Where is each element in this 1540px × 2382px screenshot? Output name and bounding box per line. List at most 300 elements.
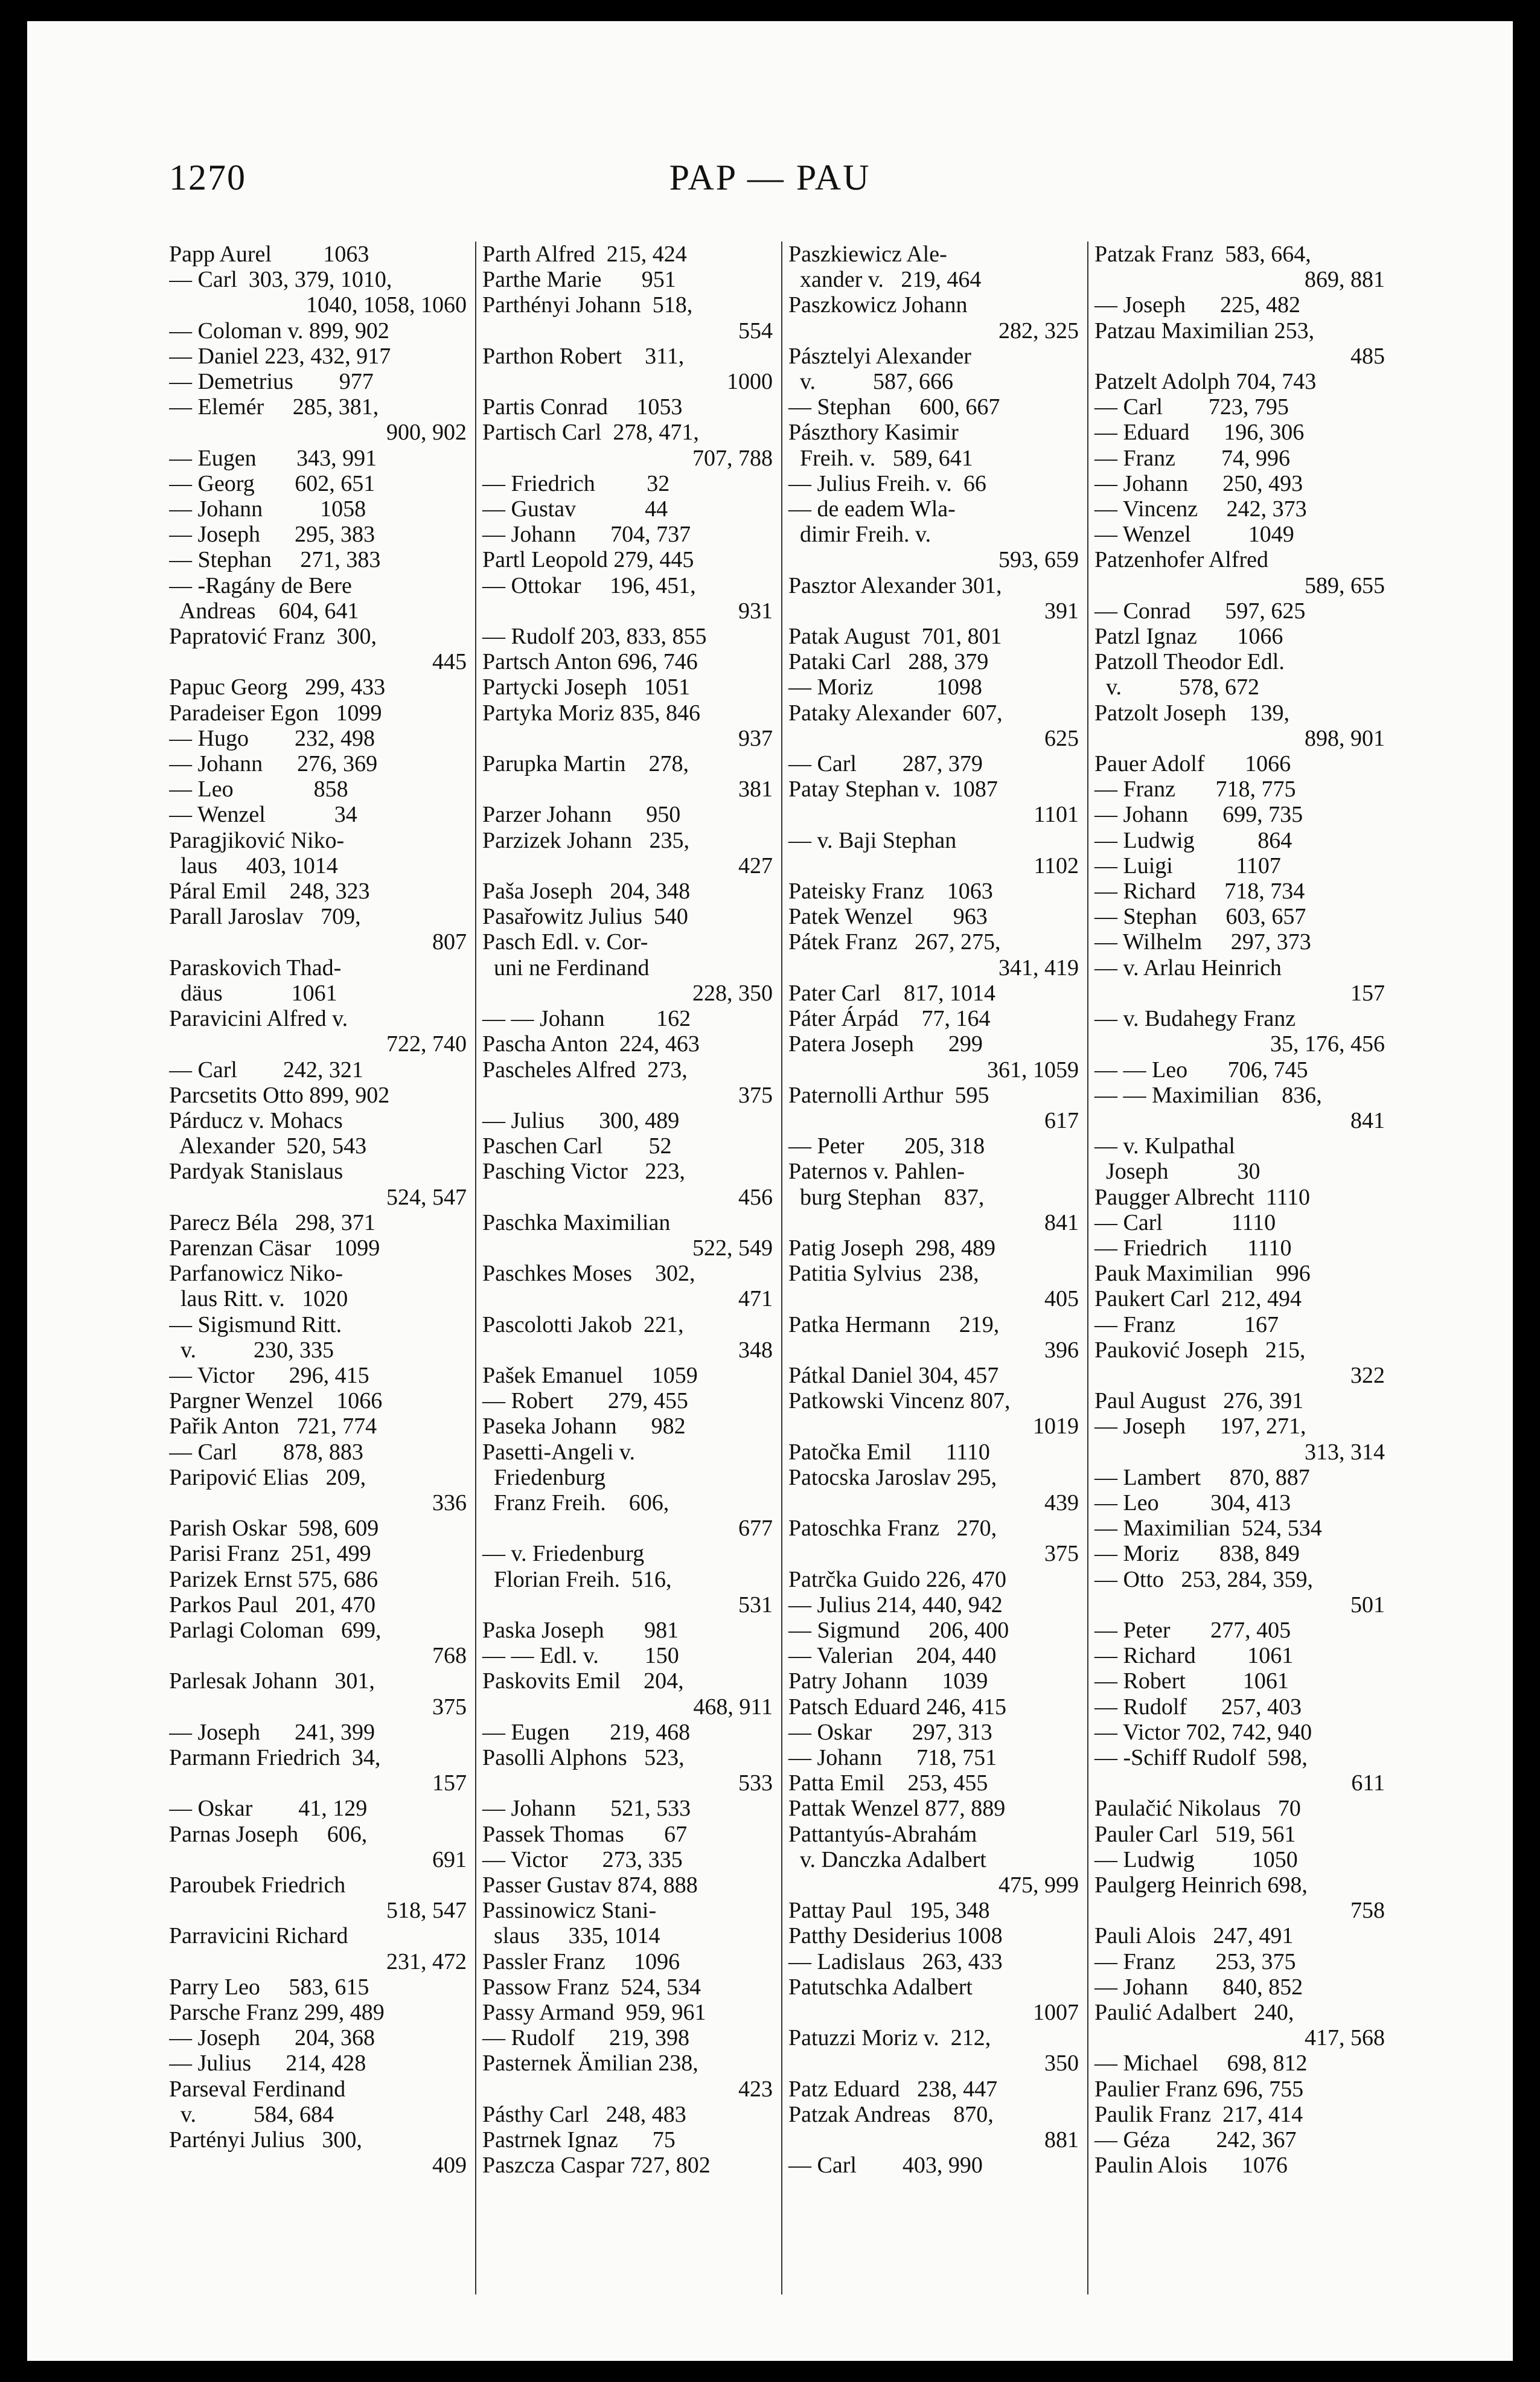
index-entry: Paulačić Nikolaus 70 (1094, 1796, 1301, 1822)
index-entry: Páter Árpád 77, 164 (788, 1006, 991, 1032)
index-entry: Paraskovich Thad- (169, 955, 342, 981)
index-entry: — Michael 698, 812 (1094, 2051, 1308, 2076)
index-entry: Patsch Eduard 246, 415 (788, 1694, 1006, 1720)
index-entry: Parish Oskar 598, 609 (169, 1516, 379, 1542)
index-entry: — v. Friedenburg (482, 1541, 645, 1567)
index-entry: Freih. v. 589, 641 (788, 445, 973, 471)
index-entry: — Sigmund 206, 400 (788, 1617, 1009, 1643)
index-entry: 456 (738, 1184, 773, 1210)
index-entry: Parlesak Johann 301, (169, 1668, 375, 1694)
index-entry: slaus 335, 1014 (482, 1923, 660, 1949)
index-entry: 554 (738, 318, 773, 344)
index-entry: 157 (1350, 980, 1385, 1006)
index-entry: Paszkowicz Johann (788, 292, 968, 318)
index-entry: Pattantyús-Abrahám (788, 1821, 977, 1847)
index-entry: Pardyak Stanislaus (169, 1159, 343, 1185)
index-column-3 (781, 242, 1082, 2294)
index-entry: 931 (738, 598, 773, 624)
index-entry: — v. Baji Stephan (788, 827, 957, 853)
index-entry: — Hugo 232, 498 (169, 725, 375, 751)
index-entry: Passler Franz 1096 (482, 1948, 680, 1974)
index-entry: Papratović Franz 300, (169, 624, 377, 650)
index-entry: — Leo 304, 413 (1094, 1490, 1291, 1516)
index-entry: 1007 (1033, 2000, 1079, 2026)
index-entry: 375 (738, 1082, 773, 1108)
index-entry: — Coloman v. 899, 902 (169, 318, 389, 344)
index-entry: Pauer Adolf 1066 (1094, 751, 1291, 777)
index-entry: — — Leo 706, 745 (1094, 1057, 1308, 1083)
index-entry: Patzolt Joseph 139, (1094, 700, 1289, 726)
index-entry: — Gustav 44 (482, 496, 668, 522)
index-entry: Parecz Béla 298, 371 (169, 1209, 375, 1235)
index-entry: — Moriz 1098 (788, 674, 982, 700)
index-entry: — Stephan 271, 383 (169, 547, 381, 573)
index-entry: 157 (432, 1770, 467, 1796)
index-entry: Alexander 520, 543 (169, 1133, 367, 1159)
index-entry: — Rudolf 203, 833, 855 (482, 624, 707, 650)
index-entry: Parkos Paul 201, 470 (169, 1592, 375, 1618)
index-entry: 522, 549 (692, 1235, 773, 1261)
index-entry: Páral Emil 248, 323 (169, 879, 370, 904)
index-entry: 423 (738, 2076, 773, 2102)
index-entry: 758 (1350, 1898, 1385, 1924)
index-entry: — Peter 277, 405 (1094, 1617, 1291, 1643)
index-entry: Pauk Maximilian 996 (1094, 1261, 1311, 1287)
index-entry: — Oskar 297, 313 (788, 1719, 992, 1745)
index-entry: 405 (1044, 1286, 1079, 1312)
index-entry: Patta Emil 253, 455 (788, 1770, 988, 1796)
index-entry: Paša Joseph 204, 348 (482, 879, 691, 904)
index-entry: Patz Eduard 238, 447 (788, 2076, 998, 2102)
index-entry: Passinowicz Stani- (482, 1898, 657, 1924)
index-entry: — Victor 273, 335 (482, 1846, 683, 1872)
index-entry: — -Ragány de Bere (169, 572, 352, 598)
index-entry: Paschen Carl 52 (482, 1133, 672, 1159)
index-entry: Pásztelyi Alexander (788, 343, 971, 369)
index-entry: Partycki Joseph 1051 (482, 674, 691, 700)
index-entry: — Moriz 838, 849 (1094, 1541, 1300, 1567)
index-entry: — Carl 242, 321 (169, 1057, 363, 1083)
index-entry: 322 (1350, 1362, 1385, 1388)
index-entry: 722, 740 (386, 1031, 467, 1057)
index-entry: uni ne Ferdinand (482, 955, 650, 981)
index-entry: Partényi Julius 300, (169, 2127, 362, 2153)
index-entry: Pauli Alois 247, 491 (1094, 1923, 1294, 1949)
index-entry: — — Johann 162 (482, 1006, 691, 1032)
index-entry: Paugger Albrecht 1110 (1094, 1184, 1311, 1210)
index-entry: — -Schiff Rudolf 598, (1094, 1744, 1308, 1770)
index-entry: Parfanowicz Niko- (169, 1261, 343, 1287)
index-entry: Pascheles Alfred 273, (482, 1057, 688, 1083)
index-entry: — Victor 702, 742, 940 (1094, 1719, 1312, 1745)
index-entry: — Eugen 343, 991 (169, 445, 377, 471)
index-entry: — v. Arlau Heinrich (1094, 955, 1282, 981)
index-entry: Pataky Alexander 607, (788, 700, 1003, 726)
index-entry: 475, 999 (998, 1872, 1079, 1898)
index-entry: — Ludwig 1050 (1094, 1846, 1298, 1872)
index-entry: Pásthy Carl 248, 483 (482, 2101, 686, 2127)
index-entry: 1102 (1034, 853, 1079, 879)
index-entry: — Johann 699, 735 (1094, 802, 1303, 828)
index-entry: 691 (432, 1846, 467, 1872)
index-entry: Patrčka Guido 226, 470 (788, 1566, 1006, 1592)
index-entry: Paschkes Moses 302, (482, 1261, 695, 1287)
index-entry: — Julius Freih. v. 66 (788, 470, 986, 496)
index-entry: Pašek Emanuel 1059 (482, 1362, 698, 1388)
index-entry: — Vincenz 242, 373 (1094, 496, 1307, 522)
index-entry: — Géza 242, 367 (1094, 2127, 1297, 2153)
index-entry: — Johann 840, 852 (1094, 1974, 1303, 2000)
index-entry: 881 (1044, 2127, 1079, 2153)
index-entry: Parravicini Richard (169, 1923, 348, 1949)
index-entry: 841 (1044, 1209, 1079, 1235)
index-entry: Franz Freih. 606, (482, 1490, 669, 1516)
book-page (27, 21, 1513, 2361)
index-entry: Pattak Wenzel 877, 889 (788, 1796, 1006, 1822)
index-entry: Partis Conrad 1053 (482, 394, 683, 420)
index-entry: — Peter 205, 318 (788, 1133, 985, 1159)
index-entry: Pataki Carl 288, 379 (788, 649, 989, 675)
index-entry: 807 (432, 929, 467, 955)
page-header (27, 157, 1513, 211)
index-entry: 593, 659 (998, 547, 1079, 573)
index-entry: Pasařowitz Julius 540 (482, 904, 688, 930)
index-entry: Paul August 276, 391 (1094, 1388, 1304, 1414)
index-entry: laus 403, 1014 (169, 853, 338, 879)
index-entry: 396 (1044, 1337, 1079, 1363)
index-entry: — Franz 74, 996 (1094, 445, 1291, 471)
index-entry: — Oskar 41, 129 (169, 1796, 368, 1822)
index-entry: — Ottokar 196, 451, (482, 572, 696, 598)
index-entry: 350 (1044, 2051, 1079, 2076)
index-entry: Patuzzi Moriz v. 212, (788, 2025, 991, 2051)
index-entry: — Johann 250, 493 (1094, 470, 1303, 496)
index-entry: Passy Armand 959, 961 (482, 2000, 706, 2026)
index-entry: 611 (1351, 1770, 1385, 1796)
page-number: 1270 (169, 158, 246, 197)
index-entry: — Julius 214, 428 (169, 2051, 366, 2076)
index-entry: Parthe Marie 951 (482, 267, 676, 293)
index-entry: xander v. 219, 464 (788, 267, 982, 293)
index-entry: Parisi Franz 251, 499 (169, 1541, 371, 1567)
index-entry: 471 (738, 1286, 773, 1312)
index-entry: Paternos v. Pahlen- (788, 1159, 965, 1185)
index-entry: — Carl 878, 883 (169, 1439, 363, 1465)
index-entry: Párducz v. Mohacs (169, 1107, 343, 1133)
index-entry: 768 (432, 1643, 467, 1669)
index-entry: Pátek Franz 267, 275, (788, 929, 1001, 955)
index-entry: — Carl 303, 379, 1010, (169, 267, 392, 293)
index-entry: — Conrad 597, 625 (1094, 598, 1306, 624)
index-entry: v. 584, 684 (169, 2101, 334, 2127)
index-entry: 1000 (727, 369, 773, 395)
index-entry: Paulin Alois 1076 (1094, 2153, 1288, 2179)
index-entry: Patzoll Theodor Edl. (1094, 649, 1285, 675)
index-entry: — Johann 718, 751 (788, 1744, 997, 1770)
index-entry: 391 (1044, 598, 1079, 624)
index-entry: dimir Freih. v. (788, 522, 931, 548)
index-entry: Parupka Martin 278, (482, 751, 689, 777)
index-entry: Parenzan Cäsar 1099 (169, 1235, 380, 1261)
index-entry: Parseval Ferdinand (169, 2076, 346, 2102)
index-entry: Paripović Elias 209, (169, 1464, 366, 1490)
index-entry: laus Ritt. v. 1020 (169, 1286, 348, 1312)
index-entry: — v. Kulpathal (1094, 1133, 1235, 1159)
index-entry: Partl Leopold 279, 445 (482, 547, 694, 573)
index-entry: Patkowski Vincenz 807, (788, 1388, 1011, 1414)
index-entry: Pascolotti Jakob 221, (482, 1311, 684, 1337)
index-entry: 228, 350 (692, 980, 773, 1006)
index-entry: — Richard 718, 734 (1094, 879, 1305, 904)
index-entry: Patera Joseph 299 (788, 1031, 983, 1057)
index-entry: 625 (1044, 725, 1079, 751)
index-entry: 1040, 1058, 1060 (306, 292, 467, 318)
index-entry: v. 587, 666 (788, 369, 954, 395)
index-entry: — v. Budahegy Franz (1094, 1006, 1296, 1032)
index-entry: Patek Wenzel 963 (788, 904, 988, 930)
index-entry: 445 (432, 649, 467, 675)
index-entry: Patzenhofer Alfred (1094, 547, 1269, 573)
index-entry: Paulić Adalbert 240, (1094, 2000, 1294, 2026)
index-entry: 231, 472 (386, 1948, 467, 1974)
index-entry: — Richard 1061 (1094, 1643, 1294, 1669)
index-entry: 485 (1350, 343, 1385, 369)
index-entry: v. 230, 335 (169, 1337, 334, 1363)
index-entry: — Joseph 225, 482 (1094, 292, 1300, 318)
index-entry: — Elemér 285, 381, (169, 394, 379, 420)
index-entry: Parthon Robert 311, (482, 343, 685, 369)
index-entry: — Sigismund Ritt. (169, 1311, 342, 1337)
index-entry: Paradeiser Egon 1099 (169, 700, 382, 726)
index-entry: — Franz 253, 375 (1094, 1948, 1296, 1974)
index-entry: 518, 547 (386, 1898, 467, 1924)
index-entry: Patay Stephan v. 1087 (788, 776, 998, 802)
index-entry: — Georg 602, 651 (169, 470, 375, 496)
index-entry: 617 (1044, 1107, 1079, 1133)
index-entry: Parcsetits Otto 899, 902 (169, 1082, 390, 1108)
index-entry: däus 1061 (169, 980, 337, 1006)
index-entry: — Wenzel 34 (169, 802, 357, 828)
index-entry: Pasztor Alexander 301, (788, 572, 1002, 598)
index-entry: Patitia Sylvius 238, (788, 1261, 979, 1287)
index-entry: Parzizek Johann 235, (482, 827, 689, 853)
index-entry: — Rudolf 257, 403 (1094, 1694, 1302, 1720)
index-entry: 439 (1044, 1490, 1079, 1516)
index-entry: v. 578, 672 (1094, 674, 1260, 700)
index-entry: — Carl 723, 795 (1094, 394, 1289, 420)
index-entry: — Wenzel 1049 (1094, 522, 1294, 548)
index-entry: 417, 568 (1305, 2025, 1385, 2051)
index-entry: — Julius 214, 440, 942 (788, 1592, 1003, 1618)
index-entry: 468, 911 (693, 1694, 773, 1720)
index-entry: Pater Carl 817, 1014 (788, 980, 996, 1006)
index-entry: — Otto 253, 284, 359, (1094, 1566, 1314, 1592)
index-entry: — Carl 1110 (1094, 1209, 1276, 1235)
index-entry: — Leo 858 (169, 776, 348, 802)
index-entry: — Lambert 870, 887 (1094, 1464, 1310, 1490)
index-entry: Pascha Anton 224, 463 (482, 1031, 700, 1057)
index-entry: — Friedrich 32 (482, 470, 670, 496)
index-entry: burg Stephan 837, (788, 1184, 985, 1210)
index-entry: Pauković Joseph 215, (1094, 1337, 1306, 1363)
index-entry: 524, 547 (386, 1184, 467, 1210)
index-entry: Paulier Franz 696, 755 (1094, 2076, 1304, 2102)
index-entry: Paukert Carl 212, 494 (1094, 1286, 1302, 1312)
index-entry: Partisch Carl 278, 471, (482, 420, 699, 446)
index-entry: 937 (738, 725, 773, 751)
index-entry: — Robert 1061 (1094, 1668, 1289, 1694)
index-entry: — Demetrius 977 (169, 369, 374, 395)
index-entry: — Johann 276, 369 (169, 751, 378, 777)
index-entry: Parzer Johann 950 (482, 802, 681, 828)
index-entry: Pasolli Alphons 523, (482, 1744, 685, 1770)
index-entry: Paulik Franz 217, 414 (1094, 2101, 1303, 2127)
index-entry: — Eugen 219, 468 (482, 1719, 691, 1745)
index-entry: Parmann Friedrich 34, (169, 1744, 381, 1770)
index-entry: 381 (738, 776, 773, 802)
index-entry: Paseka Johann 982 (482, 1414, 686, 1439)
index-entry: 341, 419 (998, 955, 1079, 981)
running-head: PAP — PAU (669, 158, 871, 197)
index-entry: Pattay Paul 195, 348 (788, 1898, 990, 1924)
index-entry: Pátkal Daniel 304, 457 (788, 1362, 999, 1388)
index-entry: Passek Thomas 67 (482, 1821, 688, 1847)
index-entry: 589, 655 (1305, 572, 1385, 598)
index-entry: — Daniel 223, 432, 917 (169, 343, 391, 369)
index-entry: 282, 325 (998, 318, 1079, 344)
index-entry: Passow Franz 524, 534 (482, 1974, 701, 2000)
index-entry: Parth Alfred 215, 424 (482, 242, 687, 267)
index-entry: Paulgerg Heinrich 698, (1094, 1872, 1308, 1898)
index-entry: — — Edl. v. 150 (482, 1643, 679, 1669)
index-entry: Patzelt Adolph 704, 743 (1094, 369, 1317, 395)
index-entry: — Eduard 196, 306 (1094, 420, 1305, 446)
index-entry: Patry Johann 1039 (788, 1668, 988, 1694)
index-entry: Patzak Franz 583, 664, (1094, 242, 1311, 267)
index-entry: Papuc Georg 299, 433 (169, 674, 386, 700)
index-entry: 348 (738, 1337, 773, 1363)
index-entry: — de eadem Wla- (788, 496, 956, 522)
index-entry: Pateisky Franz 1063 (788, 879, 993, 904)
index-entry: 427 (738, 853, 773, 879)
index-entry: Parnas Joseph 606, (169, 1821, 368, 1847)
index-entry: Paska Joseph 981 (482, 1617, 679, 1643)
index-entry: Paszkiewicz Ale- (788, 242, 947, 267)
index-entry: Patzl Ignaz 1066 (1094, 624, 1283, 650)
index-entry: 900, 902 (386, 420, 467, 446)
index-entry: — Rudolf 219, 398 (482, 2025, 690, 2051)
index-column-2 (475, 242, 776, 2294)
index-entry: — Valerian 204, 440 (788, 1643, 997, 1669)
index-entry: Paschka Maximilian (482, 1209, 671, 1235)
index-entry: Partyka Moriz 835, 846 (482, 700, 700, 726)
index-entry: — Stephan 603, 657 (1094, 904, 1306, 930)
index-entry: — Johann 521, 533 (482, 1796, 691, 1822)
index-entry: Patak August 701, 801 (788, 624, 1002, 650)
index-entry: Parall Jaroslav 709, (169, 904, 361, 930)
index-entry: 898, 901 (1305, 725, 1385, 751)
index-entry: Paskovits Emil 204, (482, 1668, 684, 1694)
index-entry: Paroubek Friedrich (169, 1872, 346, 1898)
index-entry: — Joseph 295, 383 (169, 522, 375, 548)
index-entry: Friedenburg (482, 1464, 606, 1490)
index-entry: Partsch Anton 696, 746 (482, 649, 698, 675)
index-entry: — Stephan 600, 667 (788, 394, 1000, 420)
index-entry: Patig Joseph 298, 489 (788, 1235, 996, 1261)
index-entry: — Carl 287, 379 (788, 751, 983, 777)
index-entry: Papp Aurel 1063 (169, 242, 369, 267)
index-entry: Parlagi Coloman 699, (169, 1617, 382, 1643)
index-entry: 313, 314 (1305, 1439, 1385, 1465)
index-entry: — Wilhelm 297, 373 (1094, 929, 1311, 955)
index-entry: Pargner Wenzel 1066 (169, 1388, 383, 1414)
index-column-4 (1087, 242, 1388, 2294)
index-entry: Parizek Ernst 575, 686 (169, 1566, 379, 1592)
index-entry: 35, 176, 456 (1270, 1031, 1385, 1057)
index-entry: — Maximilian 524, 534 (1094, 1516, 1322, 1542)
index-entry: Pasternek Ämilian 238, (482, 2051, 698, 2076)
index-entry: Patthy Desiderius 1008 (788, 1923, 1003, 1949)
index-entry: Pasching Victor 223, (482, 1159, 685, 1185)
index-entry: Patocska Jaroslav 295, (788, 1464, 997, 1490)
index-entry: — Joseph 204, 368 (169, 2025, 375, 2051)
index-entry: 533 (738, 1770, 773, 1796)
index-entry: — Ludwig 864 (1094, 827, 1292, 853)
index-entry: Pařik Anton 721, 774 (169, 1414, 377, 1439)
index-entry: — Carl 403, 990 (788, 2153, 983, 2179)
index-entry: — Friedrich 1110 (1094, 1235, 1292, 1261)
index-entry: Andreas 604, 641 (169, 598, 359, 624)
index-entry: Patutschka Adalbert (788, 1974, 973, 2000)
index-entry: — Franz 718, 775 (1094, 776, 1296, 802)
index-entry: — Joseph 197, 271, (1094, 1414, 1306, 1439)
index-entry: Patzau Maximilian 253, (1094, 318, 1315, 344)
index-entry: 375 (1044, 1541, 1079, 1567)
index-entry: — Ladislaus 263, 433 (788, 1948, 1003, 1974)
index-entry: Patoschka Franz 270, (788, 1516, 997, 1542)
index-entry: Pászthory Kasimir (788, 420, 959, 446)
index-entry: Florian Freih. 516, (482, 1566, 672, 1592)
index-entry: Paszcza Caspar 727, 802 (482, 2153, 711, 2179)
index-entry: — Johann 1058 (169, 496, 366, 522)
index-entry: — Joseph 241, 399 (169, 1719, 375, 1745)
index-entry: 1101 (1034, 802, 1079, 828)
index-entry: Pasetti-Angeli v. (482, 1439, 635, 1465)
index-entry: 1019 (1033, 1414, 1079, 1439)
index-entry: 501 (1350, 1592, 1385, 1618)
index-entry: — Julius 300, 489 (482, 1107, 680, 1133)
index-entry: — Johann 704, 737 (482, 522, 691, 548)
index-entry: 361, 1059 (987, 1057, 1079, 1083)
index-entry: 409 (432, 2153, 467, 2179)
index-entry: 841 (1350, 1107, 1385, 1133)
index-entry: — — Maximilian 836, (1094, 1082, 1322, 1108)
index-entry: Patka Hermann 219, (788, 1311, 1000, 1337)
index-entry: — Robert 279, 455 (482, 1388, 688, 1414)
index-entry: 869, 881 (1305, 267, 1385, 293)
index-entry: v. Danczka Adalbert (788, 1846, 986, 1872)
index-entry: 707, 788 (692, 445, 773, 471)
index-entry: Paternolli Arthur 595 (788, 1082, 989, 1108)
index-entry: — Franz 167 (1094, 1311, 1279, 1337)
name-index (169, 242, 1388, 2294)
index-entry: Pastrnek Ignaz 75 (482, 2127, 676, 2153)
index-entry: Passer Gustav 874, 888 (482, 1872, 698, 1898)
index-entry: 677 (738, 1516, 773, 1542)
index-entry: Patočka Emil 1110 (788, 1439, 990, 1465)
index-entry: Paravicini Alfred v. (169, 1006, 348, 1032)
index-entry: Pasch Edl. v. Cor- (482, 929, 648, 955)
